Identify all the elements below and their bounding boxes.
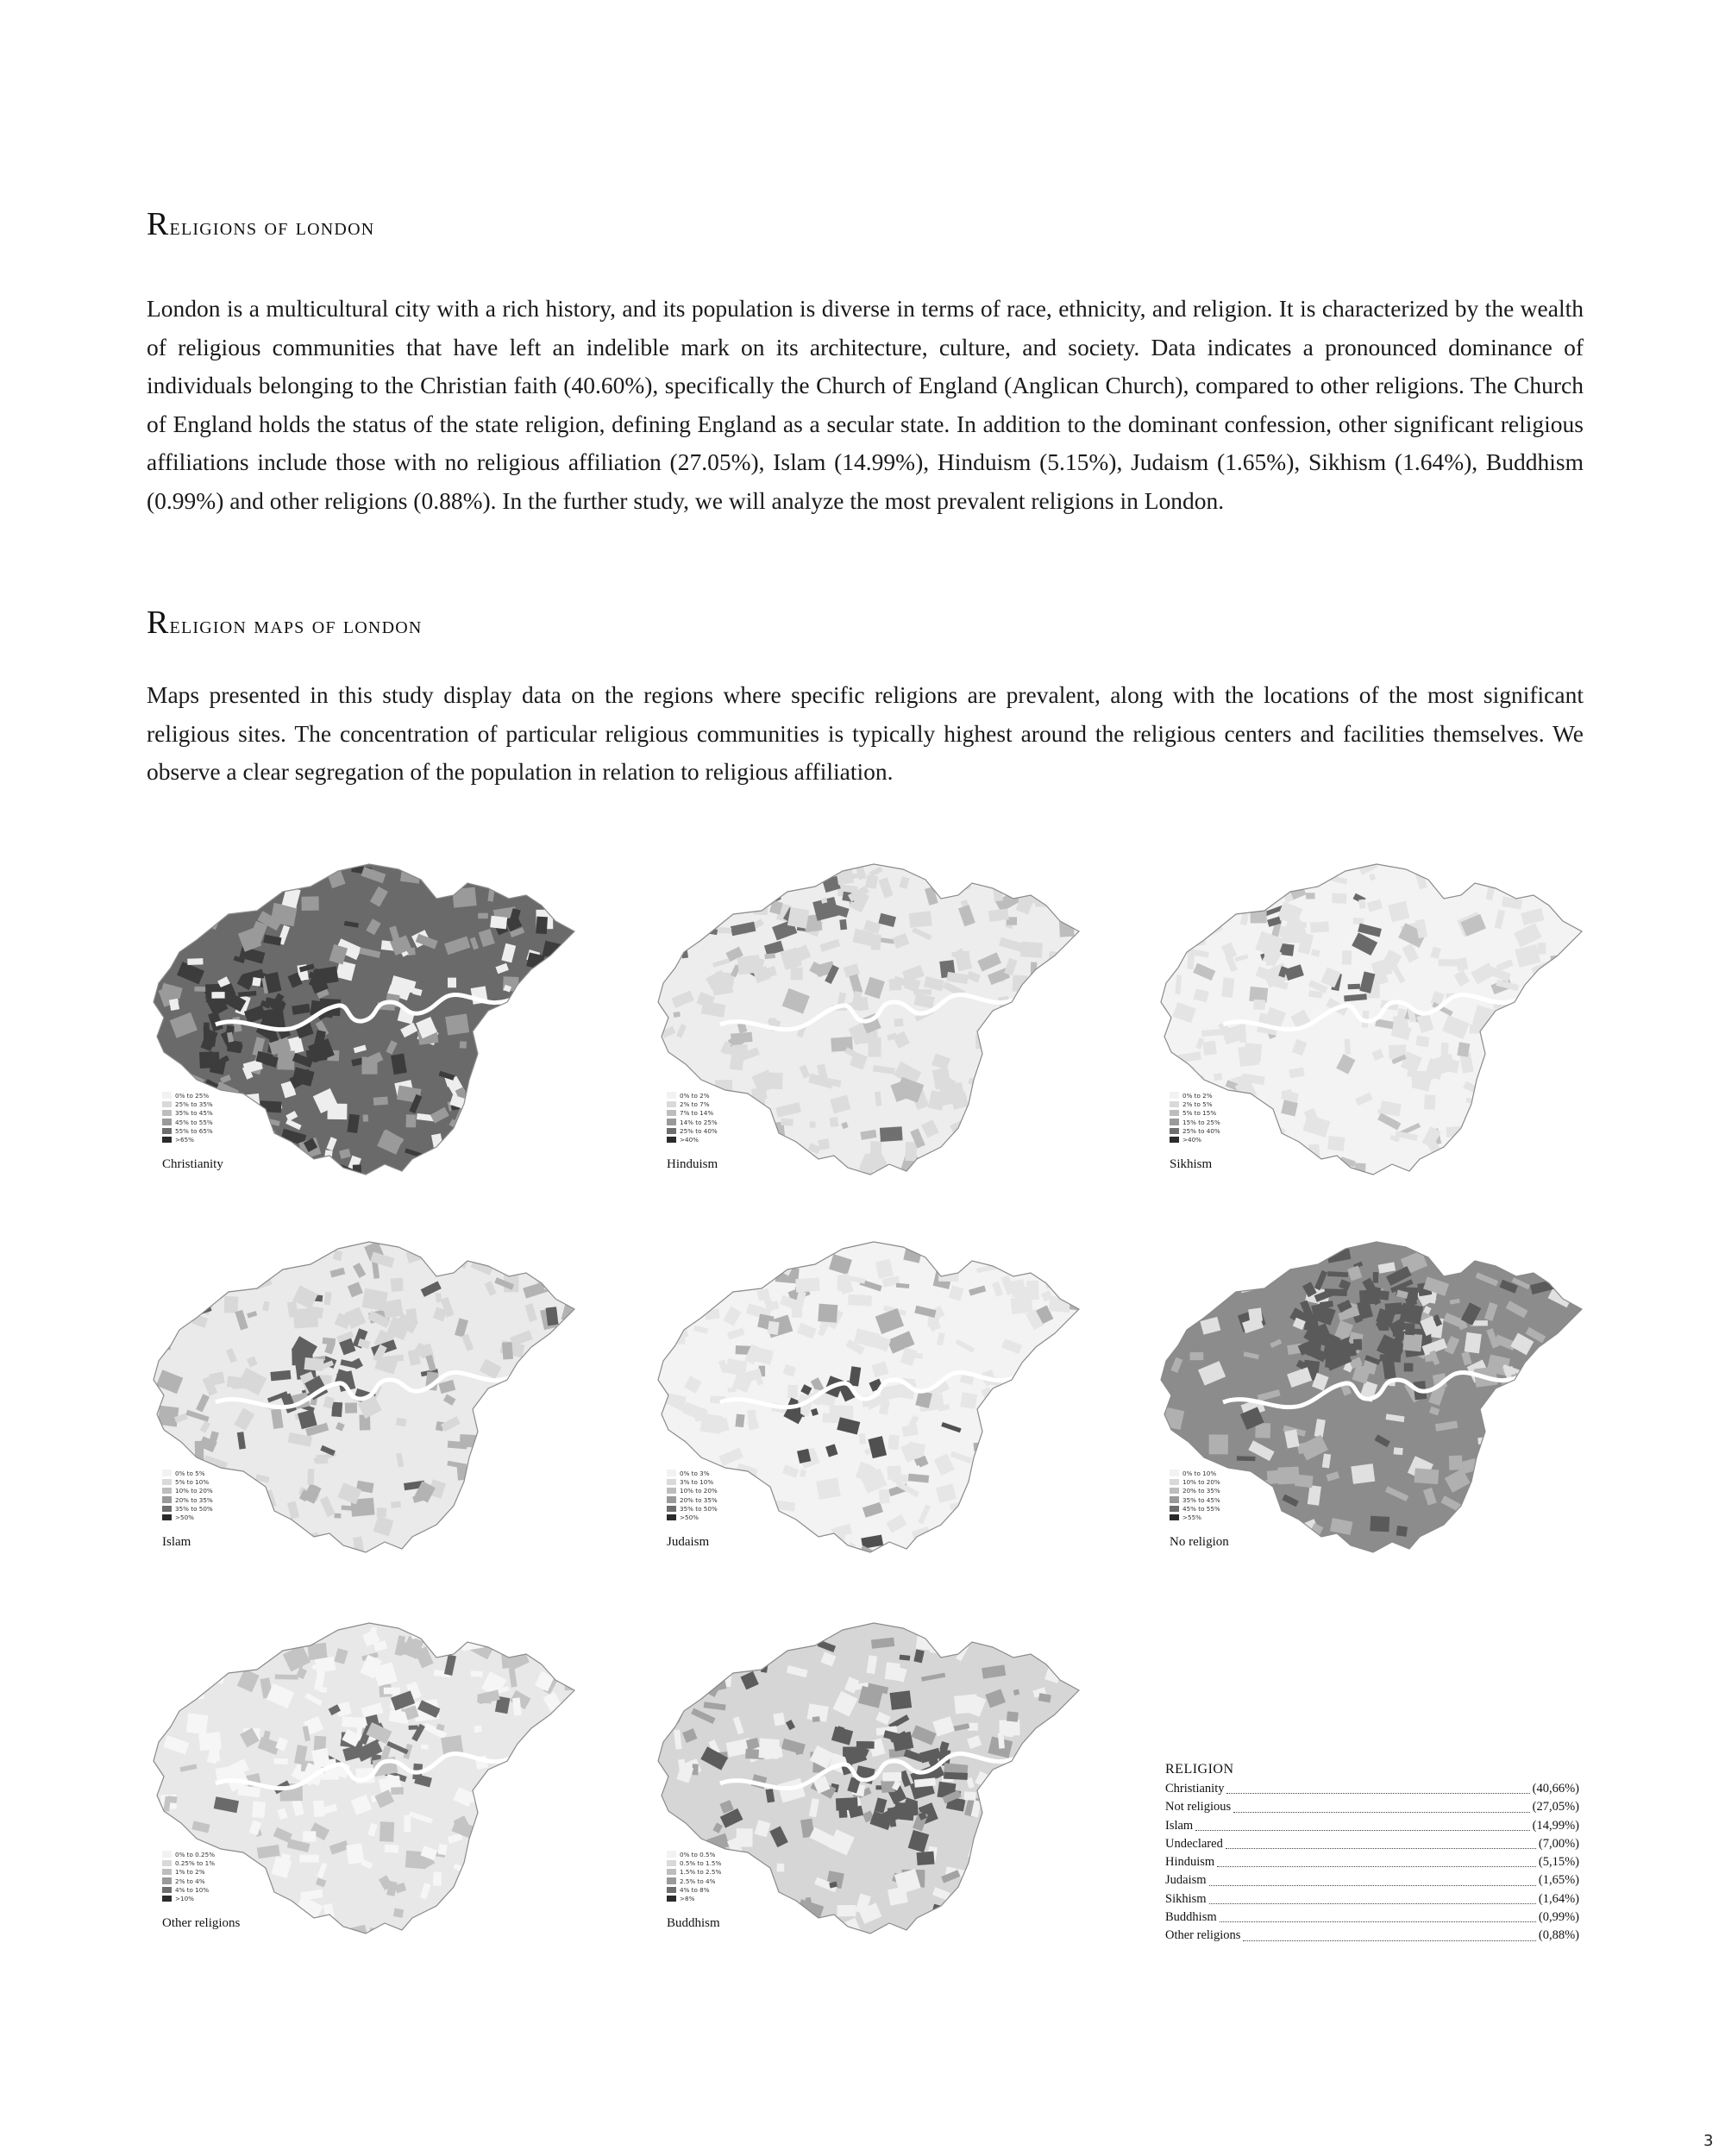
sikhism-map-graphic [1154,854,1603,1190]
legend-swatch [1170,1119,1179,1125]
hinduism-map-graphic [651,854,1100,1190]
legend-row [667,1469,718,1477]
legend-label: 15% to 25% [1182,1118,1220,1126]
legend-row [162,1850,215,1858]
page-number: 3 [1703,2132,1714,2150]
legend-label: 20% to 35% [1182,1487,1220,1495]
summary-leader-dots [1209,1903,1536,1904]
legend-label: 4% to 10% [175,1885,210,1894]
legend-label: 0% to 10% [1182,1469,1217,1477]
legend-row [667,1135,718,1144]
summary-title: RELIGION [1165,1762,1234,1777]
summary-percentage: (27,05%) [1532,1800,1579,1814]
legend-row [162,1877,215,1885]
legend-label: 0% to 3% [680,1469,710,1477]
summary-percentage: (7,00%) [1538,1836,1579,1851]
hinduism-legend [667,1091,718,1144]
legend-row [1170,1100,1220,1108]
legend-swatch [162,1092,172,1099]
legend-row [667,1100,718,1108]
summary-religion-name: Christianity [1165,1782,1225,1796]
legend-label: 45% to 55% [1182,1504,1220,1513]
islam-legend [162,1469,213,1522]
legend-swatch [1170,1470,1179,1476]
legend-label: 20% to 35% [680,1495,718,1504]
legend-label: 10% to 20% [175,1487,213,1495]
summary-religion-name: Judaism [1165,1873,1207,1888]
legend-label: >65% [175,1136,194,1144]
buddhism-map [651,1613,1100,1958]
other-religions-legend [162,1850,215,1903]
legend-swatch [1170,1506,1179,1513]
other-religions-map-label: Other religions [162,1916,241,1930]
legend-row [667,1126,718,1135]
summary-leader-dots [1233,1812,1530,1813]
legend-swatch [162,1851,172,1858]
summary-leader-dots [1243,1940,1535,1941]
legend-swatch [162,1101,172,1108]
summary-percentage: (5,15%) [1538,1855,1579,1870]
legend-label: 55% to 65% [175,1126,213,1135]
legend-row [1170,1513,1220,1521]
legend-label: 1.5% to 2.5% [680,1868,722,1877]
legend-row [162,1513,213,1521]
summary-percentage: (0,99%) [1538,1910,1579,1925]
legend-label: 0.5% to 1.5% [680,1858,722,1867]
summary-leader-dots [1220,1921,1536,1922]
legend-swatch [162,1119,172,1125]
legend-row [162,1100,213,1108]
legend-label: 25% to 40% [1182,1126,1220,1135]
legend-swatch [1170,1514,1179,1521]
legend-label: 25% to 40% [680,1126,718,1135]
islam-map [147,1232,595,1576]
legend-row [667,1495,718,1504]
legend-row [162,1495,213,1504]
legend-label: 3% to 10% [680,1477,714,1486]
legend-swatch [162,1479,172,1486]
legend-row [162,1885,215,1894]
legend-row [1170,1135,1220,1144]
summary-leader-dots [1226,1793,1529,1794]
legend-row [162,1109,213,1118]
legend-row [667,1513,718,1521]
legend-label: 35% to 50% [680,1504,718,1513]
legend-swatch [162,1470,172,1476]
legend-label: 35% to 50% [175,1504,213,1513]
legend-label: 45% to 55% [175,1118,213,1126]
legend-label: 2% to 4% [175,1877,205,1885]
legend-swatch [1170,1488,1179,1495]
summary-leader-dots [1217,1866,1536,1867]
legend-label: 0% to 5% [175,1469,205,1477]
legend-label: >50% [175,1514,194,1522]
legend-swatch [162,1488,172,1495]
legend-row [162,1504,213,1513]
legend-row [1170,1487,1220,1495]
no-religion-map [1154,1232,1603,1576]
legend-swatch [1170,1479,1179,1486]
legend-label: 1% to 2% [175,1868,205,1877]
section-heading-religion-maps: Religion maps of london [147,605,423,641]
legend-row [1170,1469,1220,1477]
legend-swatch [1170,1128,1179,1135]
legend-swatch [1170,1496,1179,1503]
summary-religion-name: Other religions [1165,1928,1241,1943]
legend-label: 5% to 15% [1182,1109,1217,1118]
judaism-map-label: Judaism [667,1535,710,1549]
summary-row [1165,1927,1579,1945]
summary-row [1165,1817,1579,1835]
legend-label: 20% to 35% [175,1495,213,1504]
sikhism-map [1154,854,1603,1199]
legend-row [667,1118,718,1126]
summary-religion-name: Sikhism [1165,1891,1207,1906]
legend-swatch [667,1137,676,1144]
legend-swatch [667,1470,676,1476]
legend-label: >40% [680,1136,699,1144]
islam-map-label: Islam [162,1535,191,1549]
legend-label: 14% to 25% [680,1118,718,1126]
legend-row [162,1858,215,1867]
summary-percentage: (1,65%) [1538,1873,1579,1888]
legend-row [162,1477,213,1486]
legend-label: 10% to 20% [680,1487,718,1495]
sikhism-map-label: Sikhism [1170,1157,1213,1171]
legend-swatch [162,1128,172,1135]
legend-swatch [667,1488,676,1495]
legend-label: 0% to 0.25% [175,1850,216,1858]
summary-row [1165,1798,1579,1816]
legend-label: 35% to 45% [175,1109,213,1118]
legend-row [1170,1477,1220,1486]
legend-swatch [667,1496,676,1503]
legend-swatch [1170,1137,1179,1144]
legend-swatch [162,1869,172,1876]
summary-row [1165,1780,1579,1798]
hinduism-map-label: Hinduism [667,1157,718,1171]
legend-label: >55% [1182,1514,1201,1522]
legend-row [1170,1118,1220,1126]
summary-religion-name: Not religious [1165,1800,1232,1814]
legend-swatch [667,1851,676,1858]
other-religions-map [147,1613,595,1958]
legend-row [667,1894,721,1902]
legend-row [162,1868,215,1877]
legend-row [1170,1126,1220,1135]
legend-label: 2% to 5% [1182,1100,1213,1108]
summary-row [1165,1853,1579,1871]
section-heading-religions: Religions of london [147,206,375,242]
summary-percentage: (0,88%) [1538,1928,1579,1943]
summary-row [1165,1908,1579,1927]
no-religion-legend [1170,1469,1220,1522]
legend-swatch [667,1869,676,1876]
legend-swatch [667,1896,676,1902]
legend-label: 25% to 35% [175,1100,213,1108]
legend-row [162,1126,213,1135]
legend-row [667,1858,721,1867]
legend-swatch [667,1506,676,1513]
legend-label: >10% [175,1895,194,1903]
legend-row [667,1877,721,1885]
christianity-map-label: Christianity [162,1157,223,1171]
legend-row [162,1135,213,1144]
legend-swatch [667,1110,676,1117]
legend-swatch [667,1479,676,1486]
legend-row [667,1487,718,1495]
legend-row [162,1487,213,1495]
legend-swatch [1170,1092,1179,1099]
legend-swatch [667,1092,676,1099]
no-religion-map-label: No religion [1170,1535,1229,1549]
no-religion-map-graphic [1154,1232,1603,1568]
summary-percentage: (14,99%) [1532,1818,1579,1833]
legend-row [1170,1091,1220,1100]
legend-label: >50% [680,1514,699,1522]
legend-swatch [667,1128,676,1135]
legend-swatch [667,1887,676,1894]
legend-swatch [162,1896,172,1902]
legend-label: >8% [680,1895,695,1903]
summary-rows [1165,1780,1579,1946]
legend-row [1170,1495,1220,1504]
intro-paragraph: London is a multicultural city with a rich history, and its population is diverse in terms of race, ethnicity, and religion. It is characterized by the wealth of religious communities that have left an indelible mark on its architecture, culture, and society. Data indicates a pronounced dominance of individuals belonging to the Christian faith (40.60%), specifically the Church of England (Anglican Church), compared to other religions. The Church of England holds the status of the state religion, defining England as a secular state. In addition to the dominant confession, other significant religious affiliations include those with no religious affiliation (27.05%), Islam (14.99%), Hinduism (5.15%), Judaism (1.65%), Sikhism (1.64%), Buddhism (0.99%) and other religions (0.88%). In the further study, we will analyze the most prevalent religions in London. [147,295,1584,514]
christianity-map [147,854,595,1199]
legend-label: 5% to 10% [175,1477,210,1486]
summary-row [1165,1871,1579,1890]
judaism-map-graphic [651,1232,1100,1568]
legend-row [667,1850,721,1858]
legend-label: >40% [1182,1136,1201,1144]
religion-summary-table [1165,1762,1579,1946]
summary-percentage: (40,66%) [1532,1782,1579,1796]
legend-swatch [162,1506,172,1513]
legend-label: 2.5% to 4% [680,1877,716,1885]
legend-label: 35% to 45% [1182,1495,1220,1504]
legend-row [667,1477,718,1486]
legend-swatch [667,1119,676,1125]
legend-swatch [162,1110,172,1117]
christianity-legend [162,1091,213,1144]
legend-label: 0% to 2% [680,1091,710,1100]
legend-row [162,1091,213,1100]
legend-row [667,1885,721,1894]
legend-swatch [667,1877,676,1884]
summary-leader-dots [1209,1885,1536,1886]
summary-leader-dots [1226,1848,1536,1849]
summary-religion-name: Islam [1165,1818,1194,1833]
sikhism-legend [1170,1091,1220,1144]
legend-swatch [1170,1110,1179,1117]
legend-label: 0% to 25% [175,1091,210,1100]
legend-swatch [162,1877,172,1884]
legend-row [1170,1109,1220,1118]
legend-row [667,1504,718,1513]
buddhism-map-label: Buddhism [667,1916,720,1930]
summary-leader-dots [1195,1830,1529,1831]
legend-label: 4% to 8% [680,1885,710,1894]
hinduism-map [651,854,1100,1199]
legend-row [162,1894,215,1902]
legend-swatch [667,1101,676,1108]
summary-religion-name: Buddhism [1165,1910,1217,1925]
legend-swatch [162,1887,172,1894]
summary-religion-name: Hinduism [1165,1855,1215,1870]
legend-swatch [667,1514,676,1521]
legend-row [162,1469,213,1477]
summary-percentage: (1,64%) [1538,1891,1579,1906]
legend-swatch [162,1514,172,1521]
legend-swatch [1170,1101,1179,1108]
summary-row [1165,1890,1579,1908]
buddhism-legend [667,1850,721,1903]
maps-paragraph: Maps presented in this study display data on the regions where specific religions are prevalent, along with the locations of the most significant religious sites. The concentration of particular religious communities is typically highest around the religious centers and facilities themselves. We observe a clear segregation of the population in relation to religious affiliation. [147,681,1584,785]
legend-label: 7% to 14% [680,1109,714,1118]
legend-row [667,1109,718,1118]
legend-swatch [162,1137,172,1144]
christianity-map-graphic [147,854,595,1190]
legend-label: 0.25% to 1% [175,1858,216,1867]
judaism-legend [667,1469,718,1522]
legend-swatch [162,1860,172,1867]
legend-label: 0% to 2% [1182,1091,1213,1100]
legend-row [162,1118,213,1126]
judaism-map [651,1232,1100,1576]
legend-row [667,1868,721,1877]
legend-label: 0% to 0.5% [680,1850,716,1858]
summary-row [1165,1835,1579,1853]
legend-label: 2% to 7% [680,1100,710,1108]
summary-religion-name: Undeclared [1165,1836,1223,1851]
islam-map-graphic [147,1232,595,1568]
legend-swatch [162,1496,172,1503]
legend-label: 10% to 20% [1182,1477,1220,1486]
legend-row [1170,1504,1220,1513]
legend-row [667,1091,718,1100]
legend-swatch [667,1860,676,1867]
